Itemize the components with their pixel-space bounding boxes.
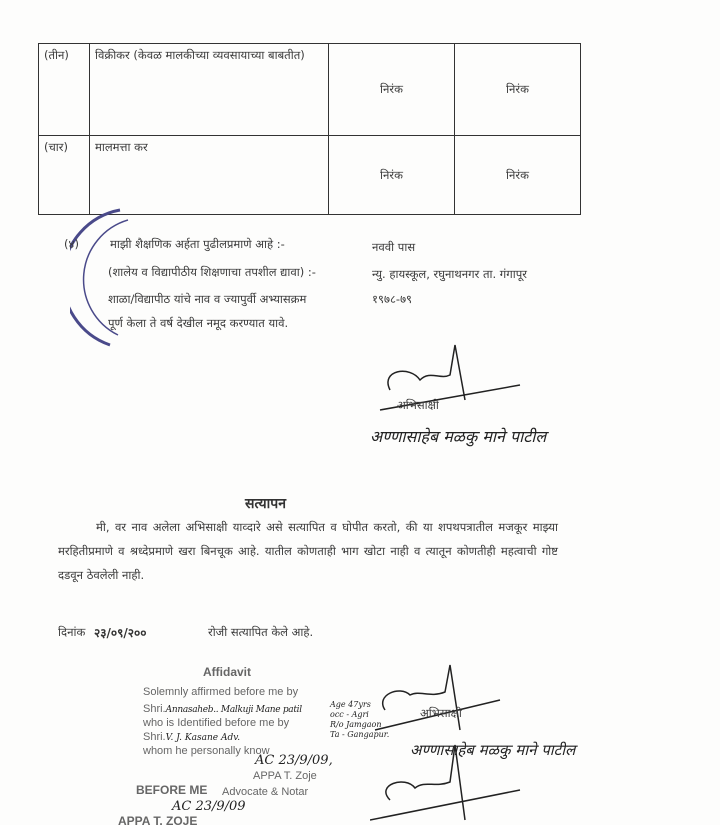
- date-value: २३/०९/२००: [94, 626, 147, 640]
- notary-name-stamp: APPA T. Zoje: [253, 770, 317, 782]
- notary-initials: AC 23/9/09: [172, 799, 246, 814]
- identifier-name: V. J. Kasane Adv.: [165, 733, 241, 743]
- stamp-line: who is Identified before me by: [143, 717, 290, 729]
- row-value: निरंक: [455, 44, 581, 136]
- row-number: (तीन): [39, 44, 90, 136]
- education-value: १९७८-७९: [372, 292, 413, 306]
- stamp-line: Solemnly affirmed before me by: [143, 686, 299, 698]
- detail-line: occ - Agri: [330, 710, 369, 719]
- affidavit-title: Affidavit: [203, 665, 251, 679]
- verification-title: सत्यापन: [245, 496, 286, 512]
- row-value: निरंक: [455, 136, 581, 215]
- detail-line: Age 47yrs: [330, 700, 371, 709]
- handwritten-name: अण्णासाहेब मळकु माने पाटील: [410, 741, 576, 759]
- education-line: माझी शैक्षणिक अर्हता पुढीलप्रमाणे आहे :-: [110, 237, 285, 251]
- row-value: निरंक: [329, 136, 455, 215]
- education-line: (शालेय व विद्यापीठीय शिक्षणाचा तपशील द्यावा) :-: [108, 265, 316, 279]
- row-label: विक्रीकर (केवळ मालकीच्या व्यवसायाच्या बाबतीत): [90, 44, 329, 136]
- before-me: BEFORE ME: [136, 783, 208, 797]
- row-value: निरंक: [329, 44, 455, 136]
- verification-paragraph: मी, वर नाव अलेला अभिसाक्षी याव्दारे असे सत्यापित व घोपीत करतो, की या शपथपत्रातील मजकूर माझ्या मरहितीप्रमाणे व श्रध्देप्रमाणे खरा बिनचूक आहे. यातील कोणताही भाग खोटा नाही व त्यातून कोणतीही महत्वाची गोष्ट दडवून ठेवलेली नाही.: [58, 520, 558, 582]
- table-row: [39, 44, 581, 136]
- date-label: दिनांक: [58, 625, 86, 639]
- deponent-name: Annasaheb.. Malkuji Mane patil: [165, 705, 302, 715]
- date-suffix: रोजी सत्यापित केले आहे.: [208, 625, 314, 639]
- education-number: (४): [64, 237, 79, 251]
- education-line: शाळा/विद्यापीठ यांचे नाव व ज्यापुर्वी अभ्यासक्रम: [108, 292, 307, 306]
- row-number: (चार): [39, 136, 90, 215]
- signature-label: अभिसाक्षी: [397, 398, 439, 412]
- stamp-line: whom he personally know: [143, 745, 270, 757]
- detail-line: Ta - Gangapur.: [330, 730, 390, 739]
- education-line: पूर्ण केला ते वर्ष देखील नमूद करण्यात यावे.: [108, 316, 289, 330]
- seal-stamp: [70, 205, 130, 355]
- notary-bottom-name: APPA T. ZOJE: [118, 814, 198, 825]
- stamp-prefix: Shri.: [143, 731, 166, 743]
- notary-initials: AC 23/9/09,: [255, 753, 333, 768]
- handwritten-name: अण्णासाहेब मळकु माने पाटील: [370, 427, 547, 446]
- tax-table: [38, 43, 581, 215]
- detail-line: R/o Jamgaon: [330, 720, 382, 729]
- signature-label: अभिसाक्षी: [420, 706, 462, 720]
- education-value: न्यु. हायस्कूल, रघुनाथनगर ता. गंगापूर: [372, 267, 527, 281]
- education-value: नववी पास: [372, 240, 416, 254]
- stamp-prefix: Shri.: [143, 703, 166, 715]
- row-label: मालमत्ता कर: [90, 136, 329, 215]
- notary-designation: Advocate & Notar: [222, 786, 309, 798]
- table-row: [39, 136, 581, 215]
